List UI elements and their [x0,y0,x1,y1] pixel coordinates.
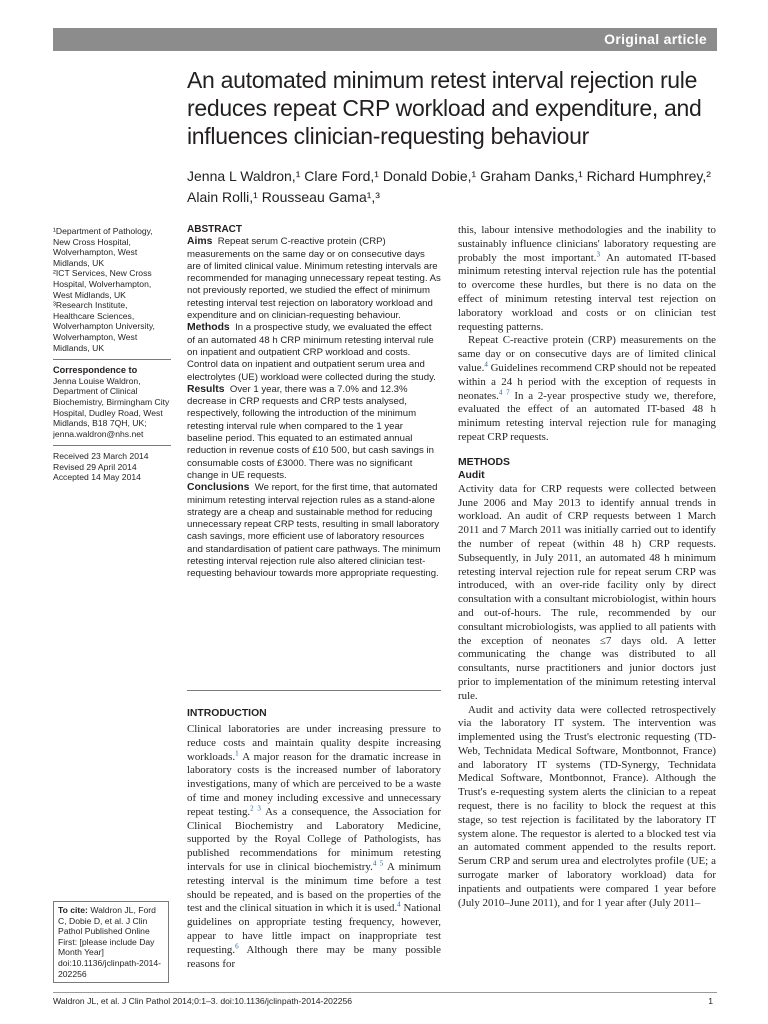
abstract-conclusions [187,482,441,580]
affiliation: ²ICT Services, New Cross Hospital, Wolverhampton, West Midlands, UK [53,268,152,300]
page-number: 1 [708,996,713,1006]
methods-label: Methods [187,322,230,334]
reference-link[interactable]: 2 3 [250,804,261,813]
correspondence-address: Jenna Louise Waldron, Department of Clinical Biochemistry, Birmingham City Hospital, Dudley Road, West Midlands, B18 7QH, UK; [53,375,170,429]
conclusions-label: Conclusions [187,482,250,494]
introduction-paragraph: Clinical laboratories are under increasing pressure to reduce costs and maintain quality despite increasing workloads.$^1$ A major reason for the dramatic increase in laboratory costs is the increased number of laboratory investigations, many of which are perceived to be a waste of time and money including excessive and unnecessary repeat testing.$^{2 3}$ As a consequence, the Association for Clinical Biochemistry and Laboratory Medicine, supported by the Royal College of Pathologists, has published recommendations for minimum retesting intervals for use in clinical biochemistry.$^{4 5}$ A minimum retesting interval is the minimum time before a test should be repeated, and is based on the properties of the test and the clinical situation in which it is used.$^4$ National guidelines on appropriate testing frequency, however, appear to have little impact on inappropriate test requesting.$^6$ Although there may be many possible reasons for [187,723,442,970]
article-title: An automated minimum retest interval rejection rule reduces repeat CRP workload and expenditure, and influences clinician-requesting behaviour [187,67,702,149]
right-column [458,224,716,910]
body-paragraph: Activity data for CRP requests were collected between June 2006 and May 2013 to identify annual trends in workload. An audit of CRP requests between 1 March 2011 and 7 March 2011 was initially carried out to identify the number of repeat (within 48 h) CRP requests. Subsequently, in July 2011, an automated 48 h minimum retesting interval rejection rule for repeat serum CRP was introduced, with an over-ride facility only by direct consultation with a consultant microbiologist, within hours and out-of-hours. The rule, recommended by our consultant microbiologists, was applied to all patients with the exception of neonates ≤7 days old. A letter communicating the change was distributed to all consultants, nurse practitioners and junior doctors just prior to implementation of the minimum retesting interval rule. [458,482,716,702]
abstract-aims [187,236,441,322]
reference-link[interactable]: 4 5 [372,859,384,868]
abstract-methods [187,322,441,383]
body-paragraph: this, labour intensive methodologies and the inability to sustainably influence clinicians' laboratory requesting are probably the most important.$^3$ An automated IT-based minimum retesting interval rejection rule has the potential to overcome these hurdles, but there is no data on the effect of minimum retesting interval test rejection on laboratory workload and costs or on clinician test requesting patterns. [458,224,716,333]
footer-divider [53,992,717,993]
authors-line-1: Jenna L Waldron,¹ Clare Ford,¹ Donald Dobie,¹ Graham Danks,¹ Richard Humphrey,² [187,168,711,184]
results-text: Over 1 year, there was a 7.0% and 12.3% decrease in CRP requests and CRP tests analysed, respectively, following the introduction of the minimum retesting interval rule when compared to the 1 year baseline period. This equated to an estimated annual reduction in revenue costs of £10 500, but cash savings in consumable costs of £3000. There was no significant change in UE requests. [187,383,434,481]
accepted-date: Accepted 14 May 2014 [53,472,141,483]
divider [53,359,171,360]
footer-citation: Waldron JL, et al. J Clin Pathol 2014;0:1–3. doi:10.1136/jclinpath-2014-202256 [53,996,353,1006]
reference-link[interactable]: 1 [235,748,239,757]
abstract-heading: ABSTRACT [187,224,242,235]
affiliation: ³Research Institute, Healthcare Sciences, Wolverhampton University, Wolverhampton, West Midlands, UK [53,300,155,353]
reference-link[interactable]: 3 [596,249,600,258]
reference-link[interactable]: 4 7 [498,387,510,396]
aims-label: Aims [187,236,213,248]
abstract-results [187,384,441,482]
correspondence-label: Correspondence to [53,365,138,376]
authors-line-2: Alain Rolli,¹ Rousseau Gama¹,³ [187,189,380,205]
body-paragraph: Audit and activity data were collected retrospectively via the laboratory IT system. The intervention was implemented using the Trust's electronic requesting (TD-Web, Technidata Medical Software, Montbonnot, France) and laboratory IT systems (TD-Synergy, Technidata Medical Software, Montbonnot, France). Although the Trust's e-requesting system alerts the clinician to a repeat request, there is no facility to block the request at this stage, so test rejection is facilitated by the laboratory IT system alone. The requestor is alerted to a blocked test via an automated comment appended to the results report. Serum CRP and serum urea and electrolytes profile (UE; a surrogate marker of laboratory workload) data for inpatients and outpatients were compared 1 year before (July 2010–June 2011), and for 1 year after (July 2011– [458,703,716,909]
correspondence-email[interactable]: jenna.waldron@nhs.net [53,428,144,439]
divider [53,445,171,446]
body-paragraph: Repeat C-reactive protein (CRP) measurements on the same day or on consecutive days are of limited clinical value.$^4$ Guidelines recommend CRP should not be repeated within a 24 h period with the exception of requests in neonates.$^{4 7}$ In a 2-year prospective study we, therefore, evaluated the effect of an automated IT-based 48 h minimum retesting interval rejection rule for managing repeat CRP requests. [458,334,716,443]
citation-box [53,901,169,983]
section-header-bar [53,28,717,51]
reference-link[interactable]: 4 [397,900,401,909]
cite-text: Waldron JL, Ford C, Dobie D, et al. J Clin Pathol Published Online First: [please include Day Month Year] doi:10.1136/jclinpath-2014-202256 [58,905,162,979]
sidebar [53,226,171,483]
abstract [187,224,441,581]
results-label: Results [187,383,225,395]
revised-date: Revised 29 April 2014 [53,461,137,472]
introduction-section [187,708,441,971]
received-date: Received 23 March 2014 [53,451,149,462]
reference-link[interactable]: 6 [235,942,239,951]
audit-subheading: Audit [458,469,485,481]
section-label: Original article [604,31,707,47]
conclusions-text: We report, for the first time, that automated minimum retesting interval rejection rules as a stand-alone strategy are a cheap and sustainable method for reducing unnecessary repeat CRP tests, resulting in small laboratory cash savings, more efficient use of laboratory resources and standardisation of patient care pathways. The minimum retesting interval rejection rule also altered clinician test-requesting behaviour towards more appropriate requesting. [187,482,441,580]
introduction-heading: INTRODUCTION [187,708,267,719]
abstract-divider [187,690,441,691]
author-list [187,166,727,208]
methods-text: In a prospective study, we evaluated the effect of an automated 48 h CRP minimum retesting interval rule on inpatient and outpatient CRP workload and costs. Control data on inpatient and outpatient serum urea and electrolytes (UE) workload were collected during the study. [187,322,436,383]
methods-heading: METHODS [458,456,510,468]
aims-text: Repeat serum C-reactive protein (CRP) measurements on the same day or on consecutive days are of limited clinical value. Minimum retesting intervals are recommended for managing unnecessary repeat testing. As not previously reported, we studied the effect of minimum retesting interval test rejection on laboratory workload and expenditure and on clinician-requesting behaviour. [187,236,441,322]
cite-label: To cite: [58,905,88,915]
reference-link[interactable]: 4 [484,360,488,369]
affiliation: ¹Department of Pathology, New Cross Hospital, Wolverhampton, West Midlands, UK [53,226,153,268]
